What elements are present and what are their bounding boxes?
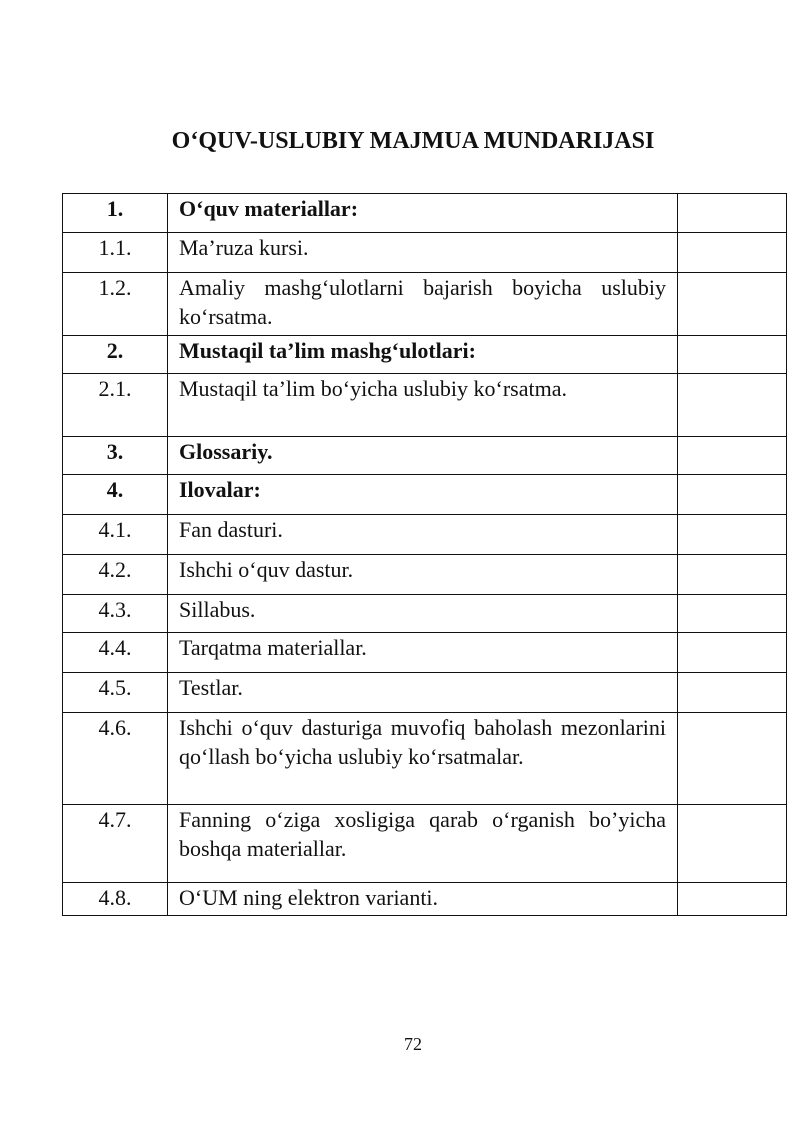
section-title: Ma’ruza kursi. (168, 233, 678, 273)
section-number: 4.4. (63, 633, 168, 673)
section-title: Glossariy. (168, 437, 678, 475)
table-row (63, 273, 787, 336)
section-title: Fanning o‘ziga xosligiga qarab o‘rganish bo’yicha boshqa materiallar. (168, 805, 678, 883)
section-number: 4.1. (63, 515, 168, 555)
section-number: 4. (63, 475, 168, 515)
table-row (63, 713, 787, 805)
section-title: Mustaqil ta’lim bo‘yicha uslubiy ko‘rsatma. (168, 374, 678, 437)
page-cell (678, 515, 787, 555)
table-row (63, 633, 787, 673)
section-title: Testlar. (168, 673, 678, 713)
section-number: 3. (63, 437, 168, 475)
table-row (63, 515, 787, 555)
page-cell (678, 336, 787, 374)
page-cell (678, 555, 787, 595)
document-title: O‘QUV-USLUBIY MAJMUA MUNDARIJASI (171, 128, 655, 154)
page-cell (678, 595, 787, 633)
section-number: 4.5. (63, 673, 168, 713)
table-row (63, 437, 787, 475)
section-title: Tarqatma materiallar. (168, 633, 678, 673)
section-number: 1.1. (63, 233, 168, 273)
section-number: 2.1. (63, 374, 168, 437)
page-cell (678, 437, 787, 475)
section-number: 4.6. (63, 713, 168, 805)
section-number: 1.2. (63, 273, 168, 336)
page-cell (678, 233, 787, 273)
section-title: Amaliy mashg‘ulotlarni bajarish boyicha uslubiy ko‘rsatma. (168, 273, 678, 336)
section-number: 1. (63, 194, 168, 233)
section-title: O‘quv materiallar: (168, 194, 678, 233)
page-cell (678, 713, 787, 805)
section-number: 4.7. (63, 805, 168, 883)
table-row (63, 805, 787, 883)
section-number: 4.8. (63, 883, 168, 916)
table-row (63, 336, 787, 374)
page-cell (678, 633, 787, 673)
section-number: 4.2. (63, 555, 168, 595)
page-cell (678, 273, 787, 336)
contents-table (62, 193, 787, 916)
page-cell (678, 805, 787, 883)
section-number: 4.3. (63, 595, 168, 633)
page-cell (678, 475, 787, 515)
page-cell (678, 194, 787, 233)
section-title: Ishchi o‘quv dastur. (168, 555, 678, 595)
page-cell (678, 883, 787, 916)
section-title: Sillabus. (168, 595, 678, 633)
section-title: Mustaqil ta’lim mashg‘ulotlari: (168, 336, 678, 374)
page-cell (678, 673, 787, 713)
table-row (63, 883, 787, 916)
table-row (63, 555, 787, 595)
table-row (63, 595, 787, 633)
page-number: 72 (404, 1034, 422, 1054)
section-title: Ilovalar: (168, 475, 678, 515)
table-row (63, 374, 787, 437)
section-title: Fan dasturi. (168, 515, 678, 555)
section-number: 2. (63, 336, 168, 374)
table-row (63, 673, 787, 713)
section-title: O‘UM ning elektron varianti. (168, 883, 678, 916)
table-row (63, 194, 787, 233)
section-title: Ishchi o‘quv dasturiga muvofiq baholash mezonlarini qo‘llash bo‘yicha uslubiy ko‘rsatmalar. (168, 713, 678, 805)
table-row (63, 233, 787, 273)
table-row (63, 475, 787, 515)
page-cell (678, 374, 787, 437)
